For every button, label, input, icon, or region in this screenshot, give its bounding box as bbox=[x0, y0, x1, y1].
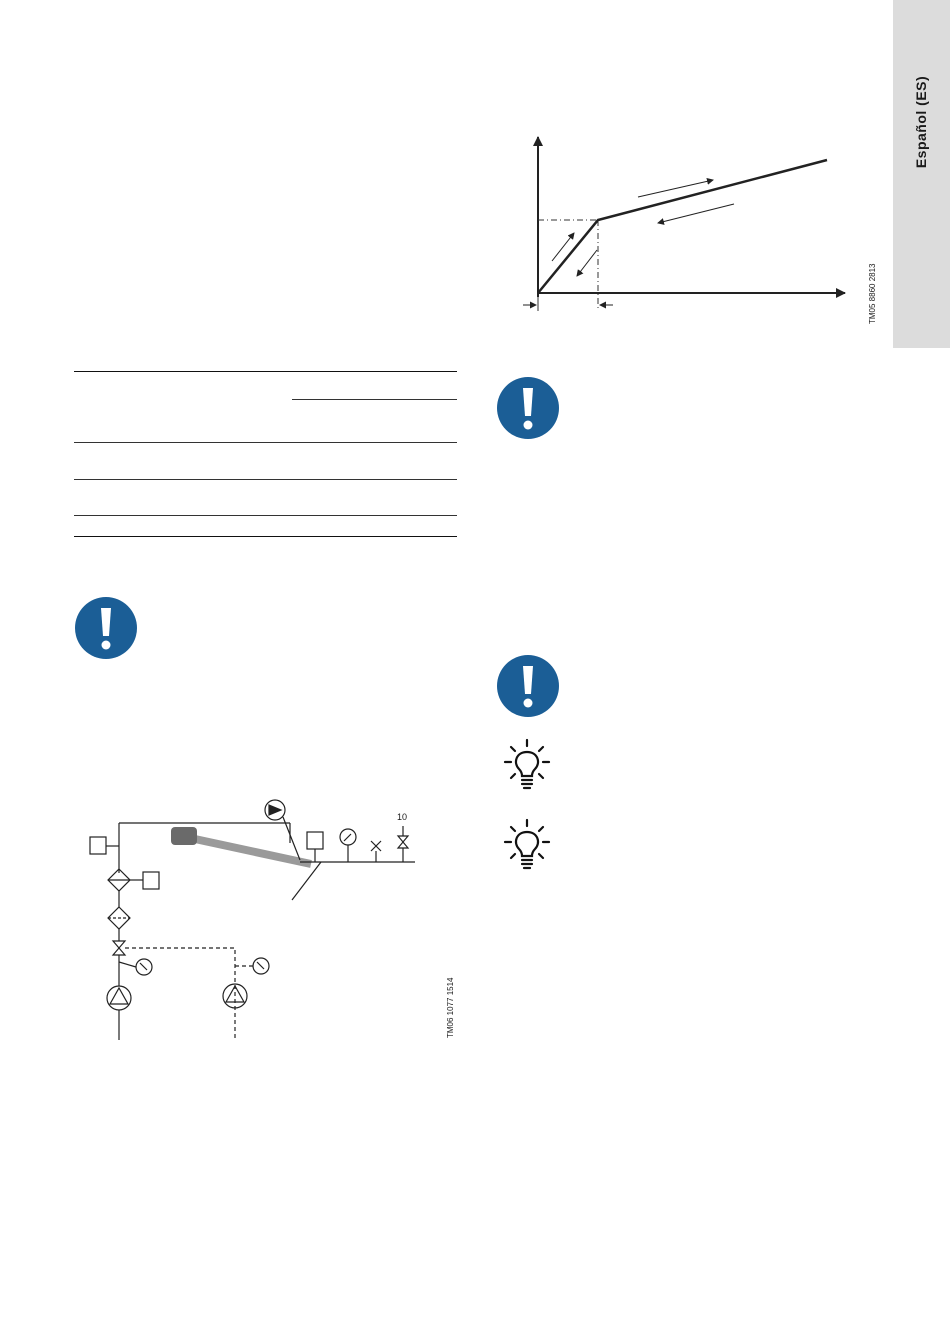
table-header-subrule bbox=[292, 399, 457, 400]
lightbulb-tip-icon bbox=[503, 818, 551, 874]
graph-arrow-down bbox=[577, 250, 597, 276]
graph-figure-code: TM05 8860 2813 bbox=[868, 263, 877, 324]
diagram-figure-code: TM06 1077 1514 bbox=[446, 977, 455, 1038]
graph-ramp-line bbox=[538, 160, 827, 293]
table-bottom-rule bbox=[74, 536, 457, 537]
diagram-box-1 bbox=[90, 837, 106, 854]
language-tab-label: Español (ES) bbox=[913, 75, 929, 169]
diagram-pump-1 bbox=[107, 986, 131, 1010]
graph-arrow-right bbox=[638, 180, 713, 197]
exclamation-note-icon bbox=[496, 376, 560, 440]
graph-arrow-left bbox=[658, 204, 734, 223]
diagram-valve bbox=[113, 941, 125, 948]
diagram-box-2 bbox=[143, 872, 159, 889]
diagram-box-3 bbox=[307, 832, 323, 849]
language-tab bbox=[893, 0, 950, 348]
installation-diagram bbox=[85, 790, 425, 1045]
exclamation-note-icon bbox=[496, 654, 560, 718]
table-row-rule bbox=[74, 479, 457, 480]
table-top-rule bbox=[74, 371, 457, 372]
lightbulb-tip-icon bbox=[503, 738, 551, 794]
table-row-rule bbox=[74, 515, 457, 516]
ramp-graph bbox=[515, 125, 855, 320]
table-row-rule bbox=[74, 442, 457, 443]
exclamation-note-icon bbox=[74, 596, 138, 660]
graph-arrow-up bbox=[552, 233, 574, 261]
diagram-label-10: 10 bbox=[397, 812, 408, 822]
